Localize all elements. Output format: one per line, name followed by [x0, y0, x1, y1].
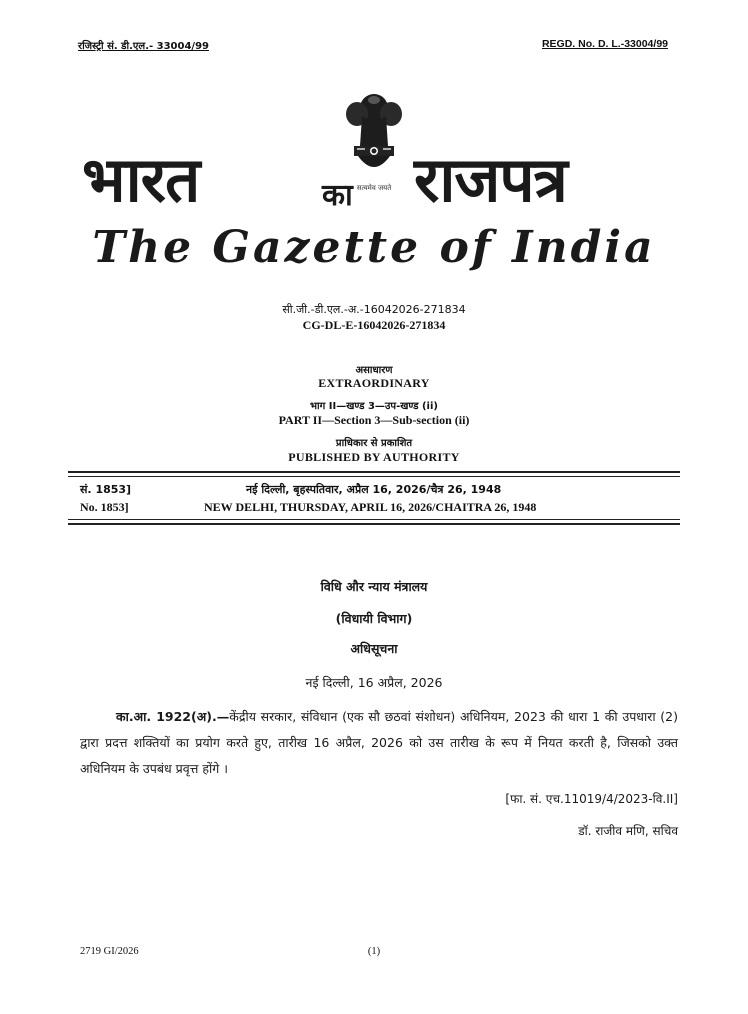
notification-body [80, 704, 678, 782]
top-rule [68, 471, 680, 473]
notification-heading: अधिसूचना [350, 641, 398, 656]
extraordinary-hindi: असाधारण [355, 365, 393, 376]
ministry-name: विधि और न्याय मंत्रालय [320, 579, 428, 594]
bottom-rule-thin [68, 519, 680, 520]
emblem-motto: सत्यमेव जयते [356, 184, 392, 192]
masthead-title-hindi-ka: का [322, 178, 353, 213]
file-reference: [फा. सं. एच.11019/4/2023-वि.II] [505, 792, 678, 806]
masthead-title-hindi-rajpatra: राजपत्र [414, 143, 567, 216]
masthead-title-hindi-bharat: भारत [82, 143, 200, 216]
issue-date-english: NEW DELHI, THURSDAY, APRIL 16, 2026/CHAITRA 26, 1948 [204, 500, 537, 514]
page-number: (1) [367, 946, 381, 957]
bottom-rule [68, 523, 680, 525]
extraordinary-english: EXTRAORDINARY [318, 376, 430, 390]
place-date: नई दिल्ली, 16 अप्रैल, 2026 [305, 675, 443, 690]
published-by-authority-hindi: प्राधिकार से प्रकाशित [335, 438, 413, 449]
issue-date-hindi: नई दिल्ली, बृहस्पतिवार, अप्रैल 16, 2026/चैत्र 26, 1948 [246, 483, 502, 496]
cg-code-hindi: सी.जी.-डी.एल.-अ.-16042026-271834 [282, 303, 466, 316]
so-number: का.आ. 1922(अ).— [116, 709, 230, 724]
part-section-english: PART II—Section 3—Sub-section (ii) [278, 413, 470, 427]
masthead-title-english: The Gazette of India [92, 222, 656, 273]
registration-number-english: REGD. No. D. L.-33004/99 [541, 38, 668, 50]
issue-number-hindi: सं. 1853] [80, 483, 132, 496]
top-rule-thin [68, 476, 680, 477]
cg-code-english: CG-DL-E-16042026-271834 [302, 318, 446, 332]
notification-text: केंद्रीय सरकार, संविधान (एक सौ छठवां संशोधन) अधिनियम, 2023 की धारा 1 की उपधारा (2) द्वारा प्रदत्त शक्तियों का प्रयोग करते हुए, तारीख 16 अप्रैल, 2026 को उस तारीख के रूप में नियत करती है, जिसको उक्त अधिनियम के उपबंध प्रवृत्त होंगे । [80, 709, 679, 776]
footer-code: 2719 GI/2026 [80, 946, 139, 957]
department-name: (विधायी विभाग) [335, 611, 413, 626]
signatory: डॉ. राजीव मणि, सचिव [578, 824, 678, 838]
published-by-authority-english: PUBLISHED BY AUTHORITY [288, 450, 460, 464]
registration-number-hindi: रजिस्ट्री सं. डी.एल.- 33004/99 [78, 41, 209, 52]
issue-number-english: No. 1853] [80, 500, 129, 514]
part-section-hindi: भाग II—खण्ड 3—उप-खण्ड (ii) [310, 401, 438, 412]
